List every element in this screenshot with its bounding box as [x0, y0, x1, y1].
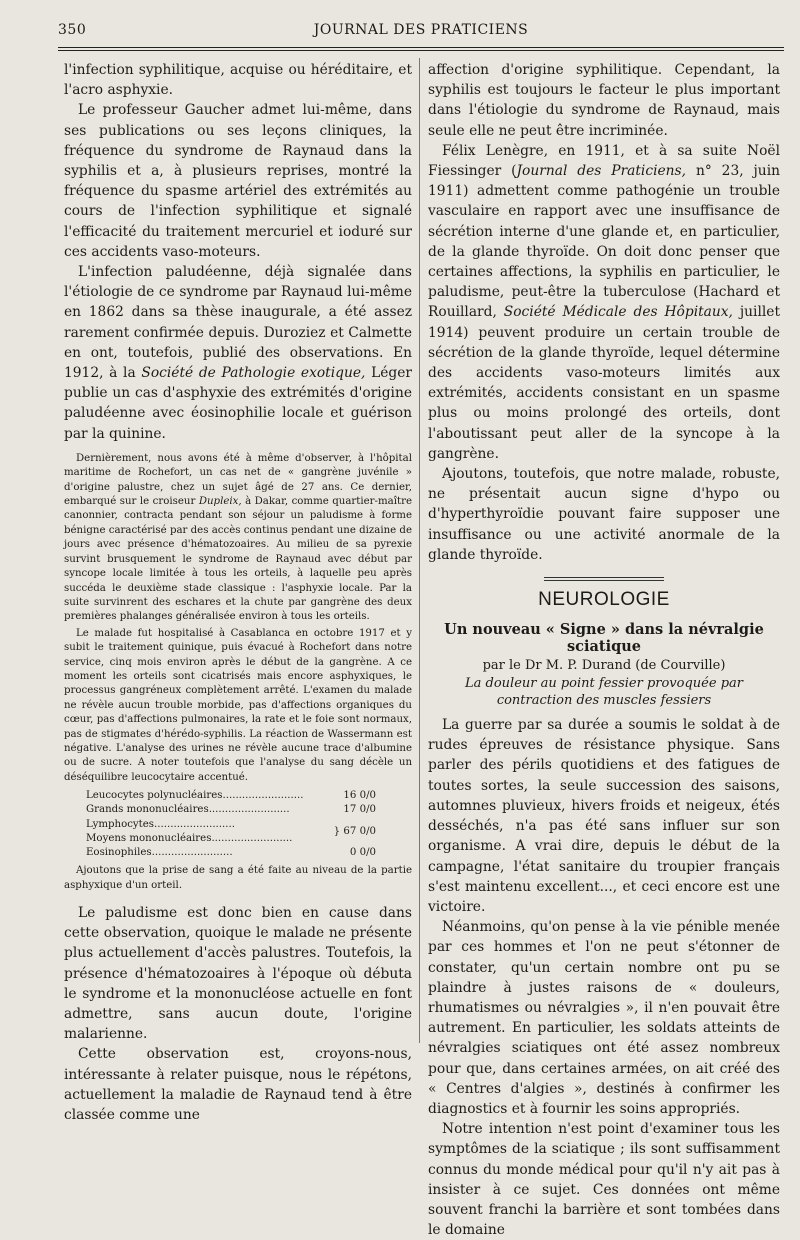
table-row [86, 846, 376, 860]
cell-label: Lymphocytes......................... [86, 818, 235, 830]
cell-label: Eosinophiles......................... [86, 847, 233, 859]
table-row [86, 789, 376, 803]
right-column [428, 60, 780, 1240]
paragraph: Cette observation est, croyons-nous, intéressante à relater puisque, nous le répétons, actuellement la maladie de Raynaud tend à être classée comme une [64, 1046, 412, 1124]
paragraph: Le paludisme est donc bien en cause dans cette observation, quoique le malade ne présente plus actuellement d'accès palustres. Toutefois, la présence d'hématozoaires à l'époque où débuta le syndrome et la mononucléose actuelle en font admettre, sans aucun doute, l'origine malarienne. [64, 905, 412, 1043]
blood-count-table [86, 789, 376, 860]
text-run: juillet 1914) peuvent produire un certain trouble de sécrétion de la glande thyroïde, lequel détermine des accidents vaso-moteurs limités aux extrémités, accidents consistant en un spasme plus ou moins prolongé des orteils, dont l'aboutissant peut aller de la syncope à la gangrène. [428, 304, 780, 462]
paragraph: affection d'origine syphilitique. Cependant, la syphilis est toujours le facteur le plus important dans l'étiologie du syndrome de Raynaud, mais seule elle ne peut être incriminée. [428, 62, 780, 139]
paragraph: La guerre par sa durée a soumis le soldat à de rudes épreuves de résistance physique. Sans parler des périls quotidiens et des fatigues de toutes sortes, la seule succession des saisons, automnes pluvieux, hivers froids et neigeux, étés desséchés, n'a pas été sans influer sur son organisme. A vrai dire, depuis le début de la campagne, l'état sanitaire du troupier français s'est maintenu excellent..., et ceci encore est une victoire. [428, 717, 780, 915]
article-subtitle: La douleur au point fessier provoquée par contraction des muscles fessiers [465, 676, 743, 709]
cell-value: 16 0/0 [343, 790, 376, 802]
section-divider [544, 577, 664, 581]
observation-paragraph [64, 452, 412, 625]
paragraph: l'infection syphilitique, acquise ou héréditaire, et l'acro asphyxie. [64, 62, 412, 99]
paragraph [64, 262, 412, 444]
observation-paragraph: Ajoutons que la prise de sang a été faite au niveau de la partie asphyxique d'un orteil. [64, 865, 412, 891]
journal-title: JOURNAL DES PRATICIENS [313, 22, 529, 38]
text-run: Dernièrement, nous avons été à même d'observer, à l'hôpital maritime de Rochefort, un cas net de « gangrène juvénile » d'origine palustre, chez un sujet âgé de 27 ans. Ce dernier, embarqué sur le croiseur [64, 452, 412, 508]
italic-reference: Journal des Praticiens, [516, 163, 687, 180]
table-row-group [86, 818, 376, 846]
table-row [86, 803, 376, 817]
cell-label: Grands mononucléaires......................... [86, 804, 290, 816]
page-header [58, 22, 784, 42]
column-separator [419, 58, 420, 1043]
text-run: Léger publie un cas d'asphyxie des extrémités d'origine paludéenne avec éosinophilie locale et guérison par la quinine. [64, 365, 412, 442]
paragraph: Néanmoins, qu'on pense à la vie pénible menée par ces hommes et l'on ne peut s'étonner de constater, qu'un certain nombre ont pu se plaindre à justes raisons de « douleurs, rhumatismes ou névralgies », il n'en pouvait être autrement. En particulier, les soldats atteints de névralgies sciatiques ont été assez nombreux pour que, dans certaines armées, on ait créé des « Centres d'algies », destinés à confirmer les diagnostics et à fournir les soins appropriés. [428, 919, 780, 1117]
cell-label: Leucocytes polynucléaires......................... [86, 790, 304, 802]
page-number: 350 [58, 22, 87, 38]
section-title: NEUROLOGIE [538, 589, 670, 611]
article-title: Un nouveau « Signe » dans la névralgie sciatique [444, 621, 764, 656]
header-rule [58, 47, 784, 48]
paragraph [428, 141, 780, 464]
text-run: à Dakar, comme quartier-maître canonnier, contracta pendant son séjour un paludisme à forme bénigne caractérisé par des accès continus pendant une dizaine de jours avec présence d'hématozoaires. Au milieu de sa pyrexie survint brusquement le syndrome de Raynaud avec début par syncope locale limitée à tous les orteils, à laquelle peu après succéda le deuxième stade classique : l'asphyxie locale. Par la suite survinrent des eschares et la chute par gangrène des deux premières phalanges généralisée environ à tous les orteils. [64, 496, 412, 623]
cell-value: } 67 0/0 [333, 825, 376, 837]
text-run: n° 23, juin 1911) admettent comme pathogénie un trouble vasculaire en rapport avec une insuffisance de sécrétion interne d'une glande et, en particulier, de la glande thyroïde. On doit donc penser que certaines affections, la syphilis en particulier, le paludisme, peut-être la tuberculose (Hachard et Rouillard, [428, 163, 780, 321]
text-run: L'infection paludéenne, déjà signalée dans l'étiologie de ce syndrome par Raynaud lui-même en 1862 dans sa thèse inaugurale, a été assez rarement confirmée depuis. Duroziez et Calmette en ont, toutefois, publié des observations. En 1912, à la [64, 264, 412, 382]
italic-reference: Société de Pathologie exotique, [141, 365, 366, 382]
observation-paragraph: Le malade fut hospitalisé à Casablanca en octobre 1917 et y subit le traitement quinique, puis évacué à Rochefort dans notre service, cinq mois environ après le début de la gangrène. A ce moment les orteils sont cicatrisés mais encore asphyxiques, le processus gangréneux complètement arrêté. L'examen du malade ne révèle aucun trouble morbide, pas d'affections organiques du cœur, pas d'affections pulmonaires, la rate et le foie sont normaux, pas de stigmates d'hérédo-syphilis. La réaction de Wassermann est négative. L'analyse des urines ne révèle aucune trace d'albumine ou de sucre. A noter toutefois que l'analyse du sang décèle un déséquilibre leucocytaire accentué. [64, 627, 412, 783]
italic-ship-name: Dupleix, [198, 496, 242, 508]
left-column [64, 60, 412, 1125]
article-byline: par le Dr M. P. Durand (de Courville) [482, 658, 726, 674]
cell-value: 17 0/0 [343, 804, 376, 816]
article-body [428, 715, 780, 1240]
cell-value: 0 0/0 [349, 847, 376, 859]
paragraph: Ajoutons, toutefois, que notre malade, robuste, ne présentait aucun signe d'hypo ou d'hyperthyroïdie pouvant faire supposer une insuffisance ou une activité anormale de la glande thyroïde. [428, 466, 780, 563]
text-run: Félix Lenègre, en 1911, et à sa suite Noël Fiessinger ( [428, 142, 780, 180]
paragraph: Le professeur Gaucher admet lui-même, dans ses publications ou ses leçons cliniques, la fréquence du syndrome de Raynaud dans la syphilis et a, à plusieurs reprises, montré la fréquence du spasme artériel des extrémités au cours de l'infection syphilitique et signalé l'efficacité du traitement mercuriel et ioduré sur ces accidents vaso-moteurs. [64, 102, 412, 260]
cell-label: Moyens mononucléaires......................... [86, 832, 293, 844]
header-rule-thin [58, 50, 784, 51]
paragraph: Notre intention n'est point d'examiner tous les symptômes de la sciatique ; ils sont suffisamment connus du monde médical pour qu'il n'y ait pas à insister à ce sujet. Ces données ont même souvent franchi la barrière et sont tombées dans le domaine [428, 1121, 780, 1239]
italic-reference: Société Médicale des Hôpitaux, [503, 304, 733, 321]
